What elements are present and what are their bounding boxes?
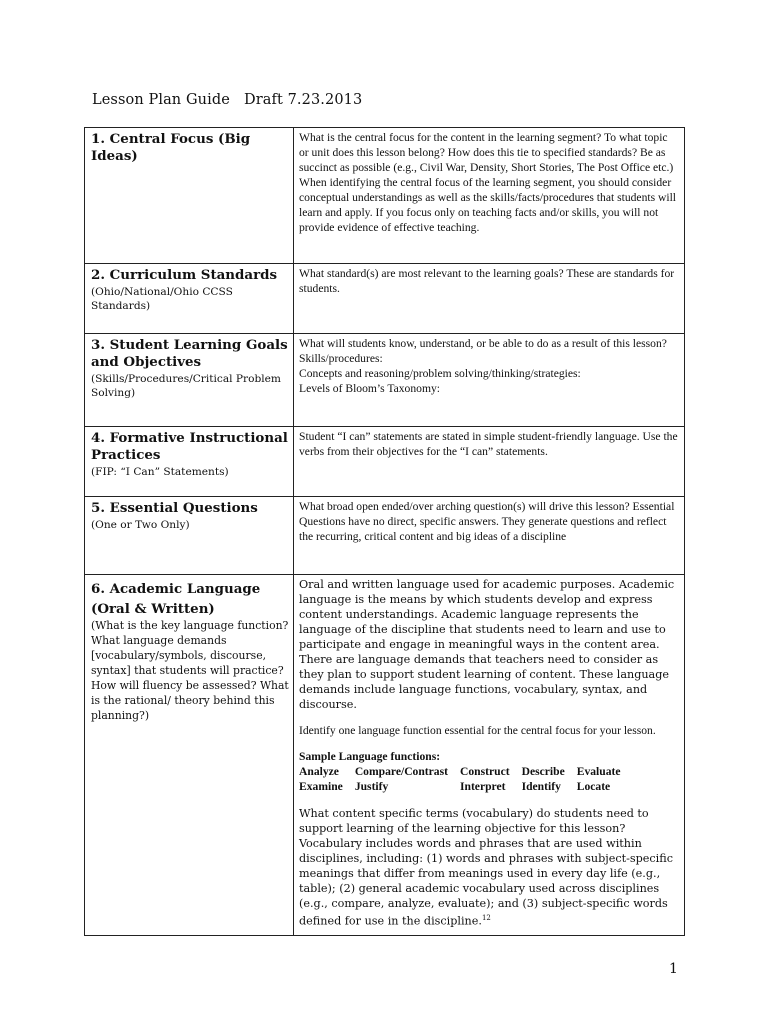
language-functions-heading: Sample Language functions: — [299, 750, 441, 763]
row-heading: 3. Student Learning Goals and Objectives — [91, 337, 288, 370]
row-label-cell — [85, 334, 294, 427]
row-subheading: (What is the key language function? What language demands [vocabulary/symbols, discourse, syntax] that students will practice? How will fluency be assessed? What is the rational/ theory behind this planning?) — [91, 619, 289, 722]
language-function: Justify — [354, 780, 389, 793]
row-description: What broad open ended/over arching question(s) will drive this lesson? Essential Questions have no direct, specific answers. They generate questions and reflect the recurring, critical content and big ideas of a discipline — [294, 497, 685, 575]
language-function: Examine — [299, 780, 343, 793]
description-line: Levels of Bloom’s Taxonomy: — [299, 382, 440, 395]
language-function: Describe — [521, 765, 565, 778]
row-subheading: (Skills/Procedures/Critical Problem Solving) — [91, 373, 281, 399]
row-heading: 2. Curriculum Standards — [91, 267, 278, 283]
row-heading: 5. Essential Questions — [91, 500, 258, 516]
language-functions-table — [299, 764, 633, 794]
footnote-marker: 12 — [481, 914, 491, 922]
language-function: Interpret — [459, 780, 506, 793]
row-heading: 4. Formative Instructional Practices — [91, 430, 288, 463]
row-subheading: (Ohio/National/Ohio CCSS Standards) — [91, 286, 233, 312]
row-description: What is the central focus for the content in the learning segment? To what topic or unit does this lesson belong? How does this tie to specified standards? Be as succinct as possible (e.g., Civil War, Density, Short Stories, The Post Office etc.) When identifying the central focus of the learning segment, you should consider conceptual understandings as well as the skills/facts/procedures that students will learn and apply. If you focus only on teaching facts and/or skills, you will not provide evidence of effective teaching. — [294, 128, 685, 264]
table-row — [85, 334, 685, 427]
page-number: 1 — [669, 961, 678, 977]
language-function-prompt: Identify one language function essential for the central focus for your lesson. — [299, 724, 656, 737]
row-description: Student “I can” statements are stated in simple student-friendly language. Use the verbs from their objectives for the “I can” statements. — [294, 427, 685, 497]
table-row — [85, 427, 685, 497]
vocabulary-paragraph — [299, 806, 679, 929]
language-function: Compare/Contrast — [354, 765, 448, 778]
description-line: Skills/procedures: — [299, 352, 383, 365]
row-label-cell — [85, 264, 294, 334]
functions-row — [299, 779, 633, 794]
row-label-cell — [85, 427, 294, 497]
table-row — [85, 575, 685, 936]
row-subheading: (One or Two Only) — [91, 519, 190, 531]
language-function: Locate — [576, 780, 611, 793]
language-function: Identify — [521, 780, 561, 793]
academic-language-intro: Oral and written language used for academic purposes. Academic language is the means by which students develop and express content understandings. Academic language represents the language of the discipline that students need to learn and use to participate and engage in meaningful ways in the content area. There are language demands that teachers need to consider as they plan to support student learning of content. These language demands include language functions, vocabulary, syntax, and discourse. — [299, 578, 675, 711]
row-label-cell — [85, 128, 294, 264]
row-description: What standard(s) are most relevant to the learning goals? These are standards for students. — [294, 264, 685, 334]
row-subheading: (FIP: “I Can” Statements) — [91, 466, 229, 478]
table-row — [85, 128, 685, 264]
row-label-cell — [85, 497, 294, 575]
table-row — [85, 264, 685, 334]
row-description — [294, 334, 685, 427]
description-line: Concepts and reasoning/problem solving/thinking/strategies: — [299, 367, 581, 380]
language-function: Analyze — [299, 765, 339, 778]
table-row — [85, 497, 685, 575]
language-function: Evaluate — [576, 765, 621, 778]
row-heading: 1. Central Focus (Big Ideas) — [91, 131, 251, 164]
document-title: Lesson Plan Guide Draft 7.23.2013 — [92, 92, 363, 108]
row-heading: 6. Academic Language (Oral & Written) — [91, 581, 261, 617]
language-function: Construct — [459, 765, 510, 778]
functions-row — [299, 764, 633, 779]
description-line: What will students know, understand, or be able to do as a result of this lesson? — [299, 337, 667, 350]
row-description — [294, 575, 685, 936]
row-label-cell — [85, 575, 294, 936]
lesson-plan-table — [84, 127, 685, 936]
vocabulary-text: What content specific terms (vocabulary) do students need to support learning of the learning objective for this lesson? Vocabulary includes words and phrases that are used within disciplines, including: (1) words and phrases with subject-specific meanings that differ from meanings used in every day life (e.g., table); (2) general academic vocabulary used across disciplines (e.g., compare, analyze, evaluate); and (3) subject-specific words defined for use in the discipline. — [299, 807, 673, 928]
